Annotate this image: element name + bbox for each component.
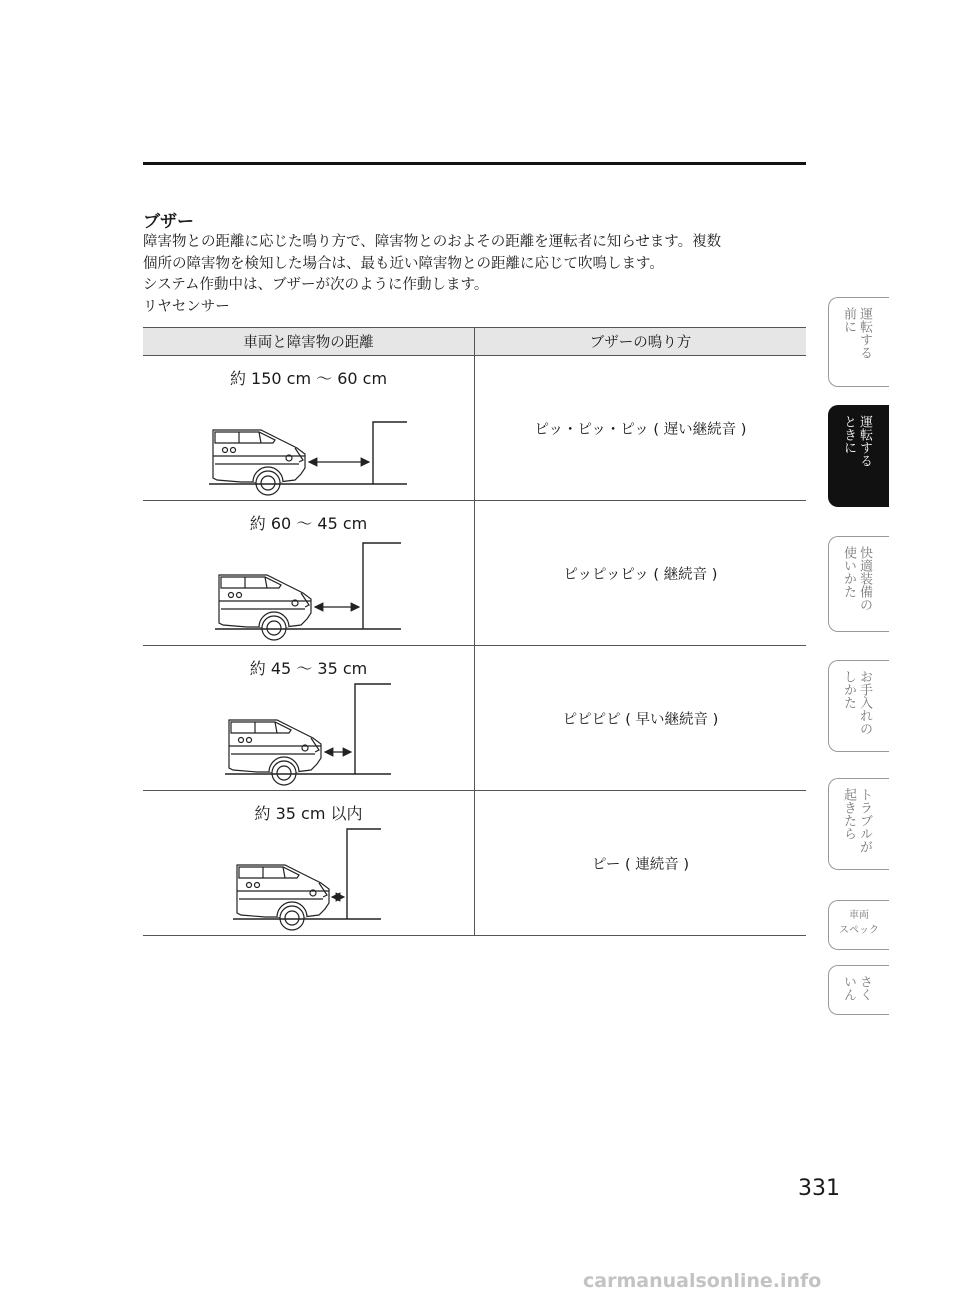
tab-label: さく	[857, 975, 872, 1001]
tab-index[interactable]	[828, 965, 889, 1015]
tab-label: 使いかた	[841, 546, 856, 598]
distance-label: 約 45 〜 35 cm	[249, 659, 368, 678]
tab-label: スペック	[839, 925, 879, 936]
tab-label: お手入れの	[857, 670, 872, 735]
car-rear-sensor-icon	[215, 533, 425, 643]
paragraph-line: リヤセンサー	[143, 298, 230, 315]
distance-label: 約 60 〜 45 cm	[249, 514, 368, 533]
paragraph-line: システム作動中は、ブザーが次のように作動します。	[143, 277, 489, 293]
distance-label: 約 35 cm 以内	[254, 804, 363, 823]
sound-cell: ピッピッピッ ( 継続音 )	[475, 501, 807, 646]
tab-maintenance[interactable]	[828, 660, 889, 752]
section-title: ブザー	[143, 212, 194, 232]
paragraph-line: 個所の障害物を検知した場合は、最も近い障害物との距離に応じて吹鳴します。	[143, 255, 664, 272]
tab-label: トラブルが	[857, 788, 872, 853]
tab-label: 起きたら	[841, 788, 856, 840]
sound-cell: ピピピピ ( 早い継続音 )	[475, 646, 807, 791]
tab-label: 快適装備の	[857, 546, 872, 611]
table-row	[143, 791, 806, 936]
paragraph-line: 障害物との距離に応じた鳴り方で、障害物とのおよその距離を運転者に知らせます。複数	[143, 234, 722, 250]
watermark: carmanualsonline.info	[583, 1270, 822, 1292]
header-sound: ブザーの鳴り方	[475, 328, 807, 356]
tab-label: 前に	[841, 307, 856, 333]
car-rear-sensor-icon	[209, 388, 419, 498]
car-rear-sensor-icon	[225, 678, 435, 788]
tab-vehicle-specs[interactable]	[828, 900, 889, 950]
tab-label: いん	[841, 975, 856, 1001]
buzzer-table	[143, 327, 806, 936]
distance-label: 約 150 cm 〜 60 cm	[229, 369, 388, 388]
tab-before-driving[interactable]	[828, 297, 889, 387]
sound-cell: ピッ・ピッ・ピッ ( 遅い継続音 )	[475, 356, 807, 501]
tab-label: 運転する	[857, 415, 872, 467]
tab-label: ときに	[841, 415, 856, 454]
table-row	[143, 356, 806, 501]
page-number: 331	[798, 1176, 840, 1201]
sound-cell: ピー ( 連続音 )	[475, 791, 807, 936]
distance-cell	[143, 501, 475, 646]
body-text	[143, 232, 813, 318]
tab-comfort-features[interactable]	[828, 536, 889, 632]
tab-label: 運転する	[857, 307, 872, 359]
distance-cell	[143, 356, 475, 501]
top-rule	[143, 162, 806, 165]
header-distance: 車両と障害物の距離	[143, 328, 475, 356]
distance-cell	[143, 646, 475, 791]
tab-while-driving[interactable]	[828, 405, 889, 507]
car-rear-sensor-icon	[233, 823, 443, 933]
tab-troubleshooting[interactable]	[828, 778, 889, 870]
distance-cell	[143, 791, 475, 936]
table-row	[143, 501, 806, 646]
tab-label: しかた	[841, 670, 856, 709]
table-row	[143, 646, 806, 791]
table-header-row	[143, 328, 806, 356]
tab-label: 車両	[849, 910, 869, 921]
